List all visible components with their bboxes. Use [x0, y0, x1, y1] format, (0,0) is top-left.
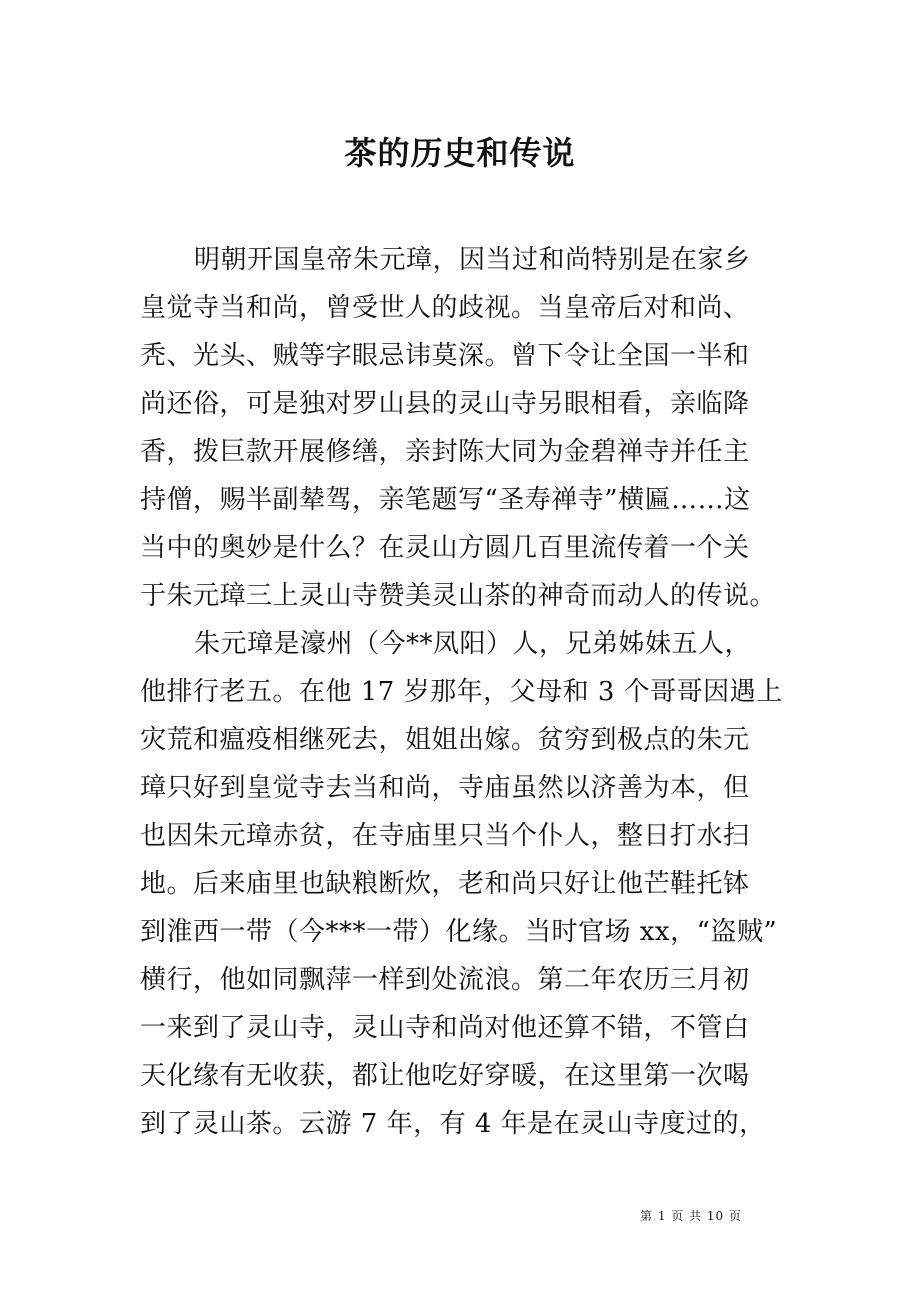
paragraph-1-line-4: 尚还俗，可是独对罗山县的灵山寺另眼相看，亲临降 [140, 389, 750, 419]
paragraph-1-line-8: 于朱元璋三上灵山寺赞美灵山茶的神奇而动人的传说。 [140, 581, 777, 611]
document-body [140, 236, 790, 1148]
paragraph-2-line-11: 到了灵山茶。云游 7 年，有 4 年是在灵山寺度过的， [140, 1109, 766, 1139]
paragraph-2-line-9: 一来到了灵山寺，灵山寺和尚对他还算不错，不管白 [140, 1013, 750, 1043]
paragraph-1-line-7: 当中的奥妙是什么？在灵山方圆几百里流传着一个关 [140, 533, 750, 563]
paragraph-1-line-1: 明朝开国皇帝朱元璋，因当过和尚特别是在家乡 [194, 245, 751, 275]
paragraph-1-line-2: 皇觉寺当和尚，曾受世人的歧视。当皇帝后对和尚、 [140, 293, 750, 323]
paragraph-2-line-5: 也因朱元璋赤贫，在寺庙里只当个仆人，整日打水扫 [140, 821, 750, 851]
paragraph-2-line-7: 到淮西一带（今***一带）化缘。当时官场 xx，“盗贼” [140, 917, 778, 947]
paragraph-2-line-8: 横行，他如同飘萍一样到处流浪。第二年农历三月初 [140, 965, 750, 995]
page-number-footer: 第 1 页 共 10 页 [640, 1209, 742, 1223]
paragraph-2-line-2: 他排行老五。在他 17 岁那年，父母和 3 个哥哥因遇上 [140, 677, 783, 707]
paragraph-1-line-5: 香，拨巨款开展修缮，亲封陈大同为金碧禅寺并任主 [140, 437, 750, 467]
paragraph-2-line-10: 天化缘有无收获，都让他吃好穿暖，在这里第一次喝 [140, 1061, 750, 1091]
document-title: 茶的历史和传说 [344, 134, 576, 172]
paragraph-2-line-4: 璋只好到皇觉寺去当和尚，寺庙虽然以济善为本，但 [140, 773, 750, 803]
paragraph-2-line-3: 灾荒和瘟疫相继死去，姐姐出嫁。贫穷到极点的朱元 [140, 725, 750, 755]
paragraph-1-line-3: 秃、光头、贼等字眼忌讳莫深。曾下令让全国一半和 [140, 341, 750, 371]
paragraph-2-line-6: 地。后来庙里也缺粮断炊，老和尚只好让他芒鞋托钵 [140, 869, 750, 899]
paragraph-2-line-1: 朱元璋是濠州（今**凤阳）人，兄弟姊妹五人， [194, 629, 752, 659]
paragraph-1-line-6: 持僧，赐半副辇驾，亲笔题写“圣寿禅寺”横匾……这 [140, 485, 751, 515]
